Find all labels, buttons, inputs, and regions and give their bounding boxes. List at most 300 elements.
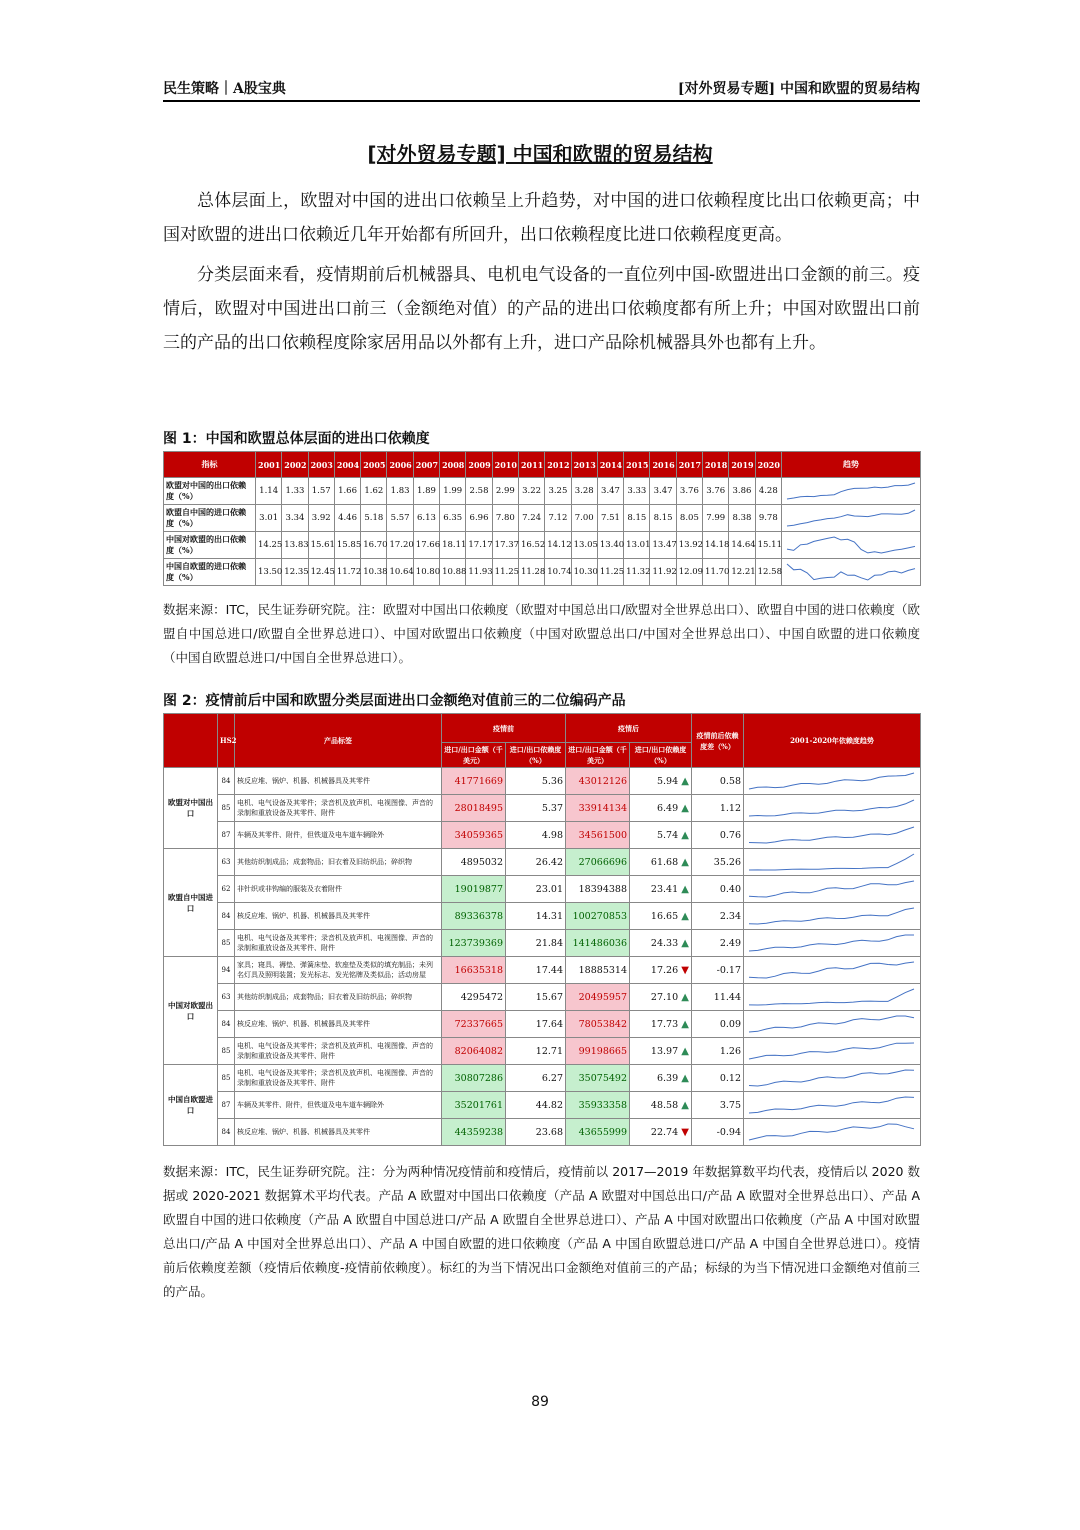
after-amount: 141486036 <box>566 930 630 957</box>
trend-cell <box>744 768 921 795</box>
value-cell: 18.11 <box>440 532 466 559</box>
header-before: 疫情前 <box>442 714 566 743</box>
hs-code: 85 <box>218 795 235 822</box>
trend-line <box>749 1043 914 1059</box>
trend-cell <box>781 559 920 586</box>
before-dependence: 26.42 <box>506 849 566 876</box>
value-cell: 8.15 <box>650 505 676 532</box>
value-cell: 10.74 <box>545 559 571 586</box>
trend-sparkline <box>746 1121 917 1143</box>
value-cell: 11.93 <box>466 559 492 586</box>
table-row <box>164 903 921 930</box>
after-dependence-value: 24.33 <box>650 937 679 949</box>
after-amount: 18885314 <box>566 957 630 984</box>
table-row <box>164 876 921 903</box>
header-rule <box>163 100 920 102</box>
product-label: 电机、电气设备及其零件；录音机及放声机、电视图像、声音的录制和重放设备及其零件、附件 <box>235 1038 442 1065</box>
value-cell: 16.70 <box>361 532 387 559</box>
value-cell: 9.78 <box>755 505 781 532</box>
value-cell: 11.72 <box>334 559 360 586</box>
value-cell: 12.58 <box>755 559 781 586</box>
table-row <box>164 532 921 559</box>
value-cell: 13.01 <box>624 532 650 559</box>
header-year: 2008 <box>440 452 466 478</box>
arrow-up-icon: ▲ <box>678 802 689 814</box>
arrow-up-icon: ▲ <box>678 775 689 787</box>
value-cell: 3.22 <box>518 478 544 505</box>
table-row <box>164 1038 921 1065</box>
value-cell: 14.64 <box>729 532 755 559</box>
trend-sparkline <box>746 1067 917 1089</box>
header-trend: 2001-2020年依赖度趋势 <box>744 714 921 768</box>
header-before-amount: 进口/出口金额（千美元） <box>442 743 506 768</box>
arrow-up-icon: ▲ <box>678 856 689 868</box>
table-row <box>164 478 921 505</box>
value-cell: 1.33 <box>282 478 308 505</box>
product-label: 电机、电气设备及其零件；录音机及放声机、电视图像、声音的录制和重放设备及其零件、附件 <box>235 930 442 957</box>
trend-line <box>749 962 914 978</box>
header-year: 2007 <box>413 452 439 478</box>
trend-cell <box>744 1119 921 1146</box>
value-cell: 15.85 <box>334 532 360 559</box>
value-cell: 10.64 <box>387 559 413 586</box>
value-cell: 3.47 <box>597 478 623 505</box>
header-year: 2020 <box>755 452 781 478</box>
table-row <box>164 984 921 1011</box>
figure-2-table <box>163 713 921 1146</box>
value-cell: 3.28 <box>571 478 597 505</box>
value-cell: 13.40 <box>597 532 623 559</box>
value-cell: 8.15 <box>624 505 650 532</box>
product-label: 车辆及其零件、附件，但铁道及电车道车辆除外 <box>235 1092 442 1119</box>
figure-2-title: 图 2：疫情前后中国和欧盟分类层面进出口金额绝对值前三的二位编码产品 <box>163 693 626 709</box>
after-amount: 33914134 <box>566 795 630 822</box>
arrow-up-icon: ▲ <box>678 1045 689 1057</box>
value-cell: 3.47 <box>650 478 676 505</box>
before-amount: 41771669 <box>442 768 506 795</box>
after-amount: 35933358 <box>566 1092 630 1119</box>
before-dependence: 44.82 <box>506 1092 566 1119</box>
table-row <box>164 795 921 822</box>
after-dependence <box>630 903 692 930</box>
before-dependence: 14.31 <box>506 903 566 930</box>
after-dependence-value: 16.65 <box>650 910 679 922</box>
hs-code: 85 <box>218 1038 235 1065</box>
trend-cell <box>744 795 921 822</box>
trend-cell <box>781 478 920 505</box>
value-cell: 10.80 <box>413 559 439 586</box>
value-cell: 2.99 <box>492 478 518 505</box>
header-year: 2011 <box>518 452 544 478</box>
dependence-diff: 2.34 <box>692 903 744 930</box>
dependence-diff: 0.76 <box>692 822 744 849</box>
value-cell: 13.47 <box>650 532 676 559</box>
hs-code: 87 <box>218 1092 235 1119</box>
value-cell: 3.76 <box>703 478 729 505</box>
value-cell: 11.25 <box>597 559 623 586</box>
before-amount: 89336378 <box>442 903 506 930</box>
value-cell: 1.57 <box>308 478 334 505</box>
table-row <box>164 849 921 876</box>
header-year: 2019 <box>729 452 755 478</box>
product-label: 电机、电气设备及其零件；录音机及放声机、电视图像、声音的录制和重放设备及其零件、附件 <box>235 1065 442 1092</box>
hs-code: 84 <box>218 768 235 795</box>
figure-1-table <box>163 451 921 586</box>
value-cell: 12.09 <box>676 559 702 586</box>
product-label: 车辆及其零件、附件，但铁道及电车道车辆除外 <box>235 822 442 849</box>
value-cell: 6.96 <box>466 505 492 532</box>
product-label: 其他纺织制成品；成套物品；旧衣着及旧纺织品；碎织物 <box>235 849 442 876</box>
after-dependence-value: 61.68 <box>650 856 679 868</box>
trend-line <box>749 1097 914 1113</box>
header-year: 2018 <box>703 452 729 478</box>
value-cell: 17.17 <box>466 532 492 559</box>
after-amount: 43012126 <box>566 768 630 795</box>
after-amount: 18394388 <box>566 876 630 903</box>
value-cell: 3.92 <box>308 505 334 532</box>
before-dependence: 23.01 <box>506 876 566 903</box>
product-label: 核反应堆、锅炉、机器、机械器具及其零件 <box>235 1011 442 1038</box>
arrow-up-icon: ▲ <box>678 1018 689 1030</box>
trend-cell <box>744 876 921 903</box>
value-cell: 14.12 <box>545 532 571 559</box>
figure-1-title: 图 1：中国和欧盟总体层面的进出口依赖度 <box>163 431 430 447</box>
value-cell: 7.80 <box>492 505 518 532</box>
value-cell: 17.20 <box>387 532 413 559</box>
before-amount: 4895032 <box>442 849 506 876</box>
row-label: 欧盟对中国的出口依赖度（%） <box>164 478 256 505</box>
value-cell: 7.99 <box>703 505 729 532</box>
trend-sparkline <box>746 986 917 1008</box>
table-row <box>164 1011 921 1038</box>
hs-code: 87 <box>218 822 235 849</box>
header-year: 2016 <box>650 452 676 478</box>
before-amount: 123739369 <box>442 930 506 957</box>
table-row <box>164 768 921 795</box>
trend-line <box>787 537 915 553</box>
running-header <box>163 78 920 100</box>
before-amount: 28018495 <box>442 795 506 822</box>
arrow-up-icon: ▲ <box>678 937 689 949</box>
trend-cell <box>744 957 921 984</box>
value-cell: 3.86 <box>729 478 755 505</box>
header-year: 2002 <box>282 452 308 478</box>
trend-line <box>749 908 914 924</box>
hs-code: 84 <box>218 1011 235 1038</box>
after-dependence <box>630 768 692 795</box>
header-after-dep: 进口/出口依赖度（%） <box>630 743 692 768</box>
after-dependence <box>630 795 692 822</box>
before-amount: 4295472 <box>442 984 506 1011</box>
paragraph-1: 总体层面上，欧盟对中国的进出口依赖呈上升趋势，对中国的进口依赖程度比出口依赖更高；中国对欧盟的进出口依赖近几年开始都有所回升，出口依赖程度比进口依赖程度更高。 <box>163 191 920 245</box>
trend-sparkline <box>784 561 918 583</box>
trend-sparkline <box>746 1040 917 1062</box>
dependence-diff: 1.26 <box>692 1038 744 1065</box>
hs-code: 94 <box>218 957 235 984</box>
after-amount: 20495957 <box>566 984 630 1011</box>
dependence-diff: 11.44 <box>692 984 744 1011</box>
trend-line <box>749 800 914 816</box>
value-cell: 15.61 <box>308 532 334 559</box>
trend-sparkline <box>784 534 918 556</box>
header-year: 2005 <box>361 452 387 478</box>
value-cell: 14.25 <box>256 532 282 559</box>
trend-sparkline <box>746 932 917 954</box>
after-dependence <box>630 849 692 876</box>
product-label: 核反应堆、锅炉、机器、机械器具及其零件 <box>235 768 442 795</box>
trend-cell <box>744 1038 921 1065</box>
trend-line <box>749 1016 914 1032</box>
after-dependence-value: 6.39 <box>656 1072 679 1084</box>
value-cell: 7.51 <box>597 505 623 532</box>
before-dependence: 4.98 <box>506 822 566 849</box>
after-amount: 27066696 <box>566 849 630 876</box>
before-amount: 44359238 <box>442 1119 506 1146</box>
trend-line <box>749 1124 914 1140</box>
paragraph-2: 分类层面来看，疫情期前后机械器具、电机电气设备的一直位列中国-欧盟进出口金额的前三。疫情后，欧盟对中国进出口前三（金额绝对值）的产品的进出口依赖度都有所上升；中国对欧盟出口前三的产品的出口依赖程度除家居用品以外都有上升，进口产品除机械器具外也都有上升。 <box>163 265 920 353</box>
after-dependence-value: 17.26 <box>650 964 679 976</box>
before-amount: 16635318 <box>442 957 506 984</box>
after-amount: 43655999 <box>566 1119 630 1146</box>
before-dependence: 23.68 <box>506 1119 566 1146</box>
before-amount: 35201761 <box>442 1092 506 1119</box>
trend-line <box>749 935 914 951</box>
trend-line <box>749 773 914 789</box>
header-indicator: 指标 <box>164 452 256 478</box>
before-dependence: 5.36 <box>506 768 566 795</box>
product-label: 非针织或非钩编的服装及衣着附件 <box>235 876 442 903</box>
value-cell: 13.83 <box>282 532 308 559</box>
header-year: 2017 <box>676 452 702 478</box>
dependence-diff: 0.58 <box>692 768 744 795</box>
after-amount: 78053842 <box>566 1011 630 1038</box>
header-year: 2014 <box>597 452 623 478</box>
row-label: 中国自欧盟的进口依赖度（%） <box>164 559 256 586</box>
value-cell: 10.88 <box>440 559 466 586</box>
after-dependence <box>630 1092 692 1119</box>
figure-2-header-row-1 <box>164 714 921 743</box>
value-cell: 11.92 <box>650 559 676 586</box>
before-dependence: 12.71 <box>506 1038 566 1065</box>
header-after-amount: 进口/出口金额（千美元） <box>566 743 630 768</box>
value-cell: 7.00 <box>571 505 597 532</box>
value-cell: 4.28 <box>755 478 781 505</box>
value-cell: 3.33 <box>624 478 650 505</box>
after-dependence <box>630 1038 692 1065</box>
trend-sparkline <box>784 480 918 502</box>
trend-sparkline <box>746 797 917 819</box>
figure-1-note: 数据来源：ITC，民生证券研究院。注：欧盟对中国出口依赖度（欧盟对中国总出口/欧盟对全世界总出口）、欧盟自中国的进口依赖度（欧盟自中国总进口/欧盟自全世界总进口）、中国对欧盟出口依赖度（中国对欧盟总出口/中国对全世界总出口）、中国自欧盟的进口依赖度（中国自欧盟总进口/中国自全世界总进口）。 <box>163 602 920 665</box>
value-cell: 8.05 <box>676 505 702 532</box>
after-dependence-value: 22.74 <box>650 1126 679 1138</box>
header-year: 2010 <box>492 452 518 478</box>
table-row <box>164 822 921 849</box>
table-row <box>164 957 921 984</box>
page-number: 89 <box>531 1394 549 1410</box>
dependence-diff: -0.17 <box>692 957 744 984</box>
header-left: 民生策略｜A股宝典 <box>163 81 286 97</box>
before-amount: 34059365 <box>442 822 506 849</box>
header-year: 2001 <box>256 452 282 478</box>
trend-cell <box>781 505 920 532</box>
value-cell: 3.01 <box>256 505 282 532</box>
trend-sparkline <box>746 905 917 927</box>
value-cell: 13.05 <box>571 532 597 559</box>
value-cell: 7.24 <box>518 505 544 532</box>
trend-sparkline <box>746 878 917 900</box>
value-cell: 1.83 <box>387 478 413 505</box>
dependence-diff: 0.12 <box>692 1065 744 1092</box>
trend-cell <box>744 822 921 849</box>
dependence-diff: 2.49 <box>692 930 744 957</box>
arrow-up-icon: ▲ <box>678 1072 689 1084</box>
table-row <box>164 1065 921 1092</box>
hs-code: 84 <box>218 903 235 930</box>
trend-cell <box>744 1092 921 1119</box>
value-cell: 15.11 <box>755 532 781 559</box>
arrow-up-icon: ▲ <box>678 991 689 1003</box>
trend-line <box>749 854 914 870</box>
before-dependence: 6.27 <box>506 1065 566 1092</box>
header-year: 2012 <box>545 452 571 478</box>
arrow-up-icon: ▲ <box>678 1099 689 1111</box>
after-dependence <box>630 1011 692 1038</box>
value-cell: 1.89 <box>413 478 439 505</box>
table-row <box>164 1092 921 1119</box>
before-dependence: 17.64 <box>506 1011 566 1038</box>
after-amount: 100270853 <box>566 903 630 930</box>
value-cell: 1.14 <box>256 478 282 505</box>
product-label: 其他纺织制成品；成套物品；旧衣着及旧纺织品；碎织物 <box>235 984 442 1011</box>
arrow-up-icon: ▲ <box>678 883 689 895</box>
before-dependence: 21.84 <box>506 930 566 957</box>
value-cell: 12.35 <box>282 559 308 586</box>
table-row <box>164 930 921 957</box>
hs-code: 62 <box>218 876 235 903</box>
value-cell: 3.25 <box>545 478 571 505</box>
hs-code: 84 <box>218 1119 235 1146</box>
group-label: 欧盟自中国进口 <box>164 849 218 957</box>
value-cell: 3.76 <box>676 478 702 505</box>
trend-sparkline <box>746 1094 917 1116</box>
value-cell: 10.38 <box>361 559 387 586</box>
value-cell: 11.25 <box>492 559 518 586</box>
header-before-dep: 进口/出口依赖度（%） <box>506 743 566 768</box>
value-cell: 13.50 <box>256 559 282 586</box>
trend-cell <box>781 532 920 559</box>
value-cell: 17.37 <box>492 532 518 559</box>
value-cell: 12.45 <box>308 559 334 586</box>
after-amount: 34561500 <box>566 822 630 849</box>
trend-cell <box>744 1065 921 1092</box>
value-cell: 5.57 <box>387 505 413 532</box>
dependence-diff: 1.12 <box>692 795 744 822</box>
dependence-diff: -0.94 <box>692 1119 744 1146</box>
trend-line <box>749 827 914 843</box>
dependence-diff: 35.26 <box>692 849 744 876</box>
trend-sparkline <box>746 1013 917 1035</box>
header-product: 产品标签 <box>235 714 442 768</box>
trend-line <box>749 1070 914 1086</box>
hs-code: 85 <box>218 1065 235 1092</box>
dependence-diff: 0.09 <box>692 1011 744 1038</box>
trend-line <box>787 564 915 580</box>
value-cell: 1.99 <box>440 478 466 505</box>
value-cell: 17.66 <box>413 532 439 559</box>
arrow-up-icon: ▲ <box>678 910 689 922</box>
value-cell: 10.30 <box>571 559 597 586</box>
before-amount: 30807286 <box>442 1065 506 1092</box>
value-cell: 1.66 <box>334 478 360 505</box>
header-right: [对外贸易专题] 中国和欧盟的贸易结构 <box>677 81 920 97</box>
after-dependence <box>630 1065 692 1092</box>
trend-sparkline <box>746 770 917 792</box>
trend-sparkline <box>746 824 917 846</box>
trend-cell <box>744 903 921 930</box>
header-year: 2015 <box>624 452 650 478</box>
value-cell: 8.38 <box>729 505 755 532</box>
figure-1-header-row <box>164 452 921 478</box>
trend-cell <box>744 1011 921 1038</box>
row-label: 欧盟自中国的进口依赖度（%） <box>164 505 256 532</box>
figure-2-note: 数据来源：ITC，民生证券研究院。注：分为两种情况疫情前和疫情后，疫情前以 2017—2019 年数据算数平均代表，疫情后以 2020 数据或 2020-2021 数据算术平均代表。产品 A 欧盟对中国出口依赖度（产品 A 欧盟对中国总出口/产品 A 欧盟对全世界总出口）、产品 A 欧盟自中国的进口依赖度（产品 A 欧盟自中国总进口/产品 A 欧盟自全世界总进口）、产品 A 中国对欧盟出口依赖度（产品 A 中国对欧盟总出口/产品 A 中国对全世界总出口）、产品 A 中国自欧盟的进口依赖度（产品 A 中国自欧盟总进口/产品 A 中国自全世界总进口）。疫情前后依赖度差额（疫情后依赖度-疫情前依赖度）。标红的为当下情况出口金额绝对值前三的产品；标绿的为当下情况进口金额绝对值前三的产品。 <box>163 1164 920 1299</box>
before-amount: 72337665 <box>442 1011 506 1038</box>
after-dependence <box>630 957 692 984</box>
after-dependence-value: 27.10 <box>650 991 679 1003</box>
hs-code: 63 <box>218 984 235 1011</box>
header-after: 疫情后 <box>566 714 692 743</box>
value-cell: 12.21 <box>729 559 755 586</box>
product-label: 电机、电气设备及其零件；录音机及放声机、电视图像、声音的录制和重放设备及其零件、附件 <box>235 795 442 822</box>
hs-code: 85 <box>218 930 235 957</box>
trend-line <box>787 483 915 499</box>
value-cell: 4.46 <box>334 505 360 532</box>
arrow-down-icon: ▼ <box>678 1126 689 1138</box>
header-year: 2009 <box>466 452 492 478</box>
product-label: 核反应堆、锅炉、机器、机械器具及其零件 <box>235 1119 442 1146</box>
after-dependence <box>630 1119 692 1146</box>
row-label: 中国对欧盟的出口依赖度（%） <box>164 532 256 559</box>
after-dependence-value: 6.49 <box>656 802 679 814</box>
header-diff: 疫情前后依赖度差（%） <box>692 714 744 768</box>
value-cell: 6.13 <box>413 505 439 532</box>
value-cell: 11.32 <box>624 559 650 586</box>
group-label: 中国对欧盟出口 <box>164 957 218 1065</box>
header-year: 2006 <box>387 452 413 478</box>
after-dependence <box>630 984 692 1011</box>
after-amount: 99198665 <box>566 1038 630 1065</box>
trend-sparkline <box>784 507 918 529</box>
trend-line <box>787 510 915 526</box>
after-dependence <box>630 876 692 903</box>
arrow-down-icon: ▼ <box>678 964 689 976</box>
after-dependence-value: 23.41 <box>650 883 679 895</box>
hs-code: 63 <box>218 849 235 876</box>
before-dependence: 17.44 <box>506 957 566 984</box>
header-year: 2003 <box>308 452 334 478</box>
after-dependence-value: 48.58 <box>650 1099 679 1111</box>
value-cell: 5.18 <box>361 505 387 532</box>
after-dependence-value: 13.97 <box>650 1045 679 1057</box>
trend-cell <box>744 930 921 957</box>
trend-sparkline <box>746 959 917 981</box>
trend-line <box>749 881 914 897</box>
header-year: 2013 <box>571 452 597 478</box>
before-amount: 19019877 <box>442 876 506 903</box>
header-hs2: HS2 <box>218 714 235 768</box>
trend-line <box>749 989 914 1005</box>
table-row <box>164 505 921 532</box>
